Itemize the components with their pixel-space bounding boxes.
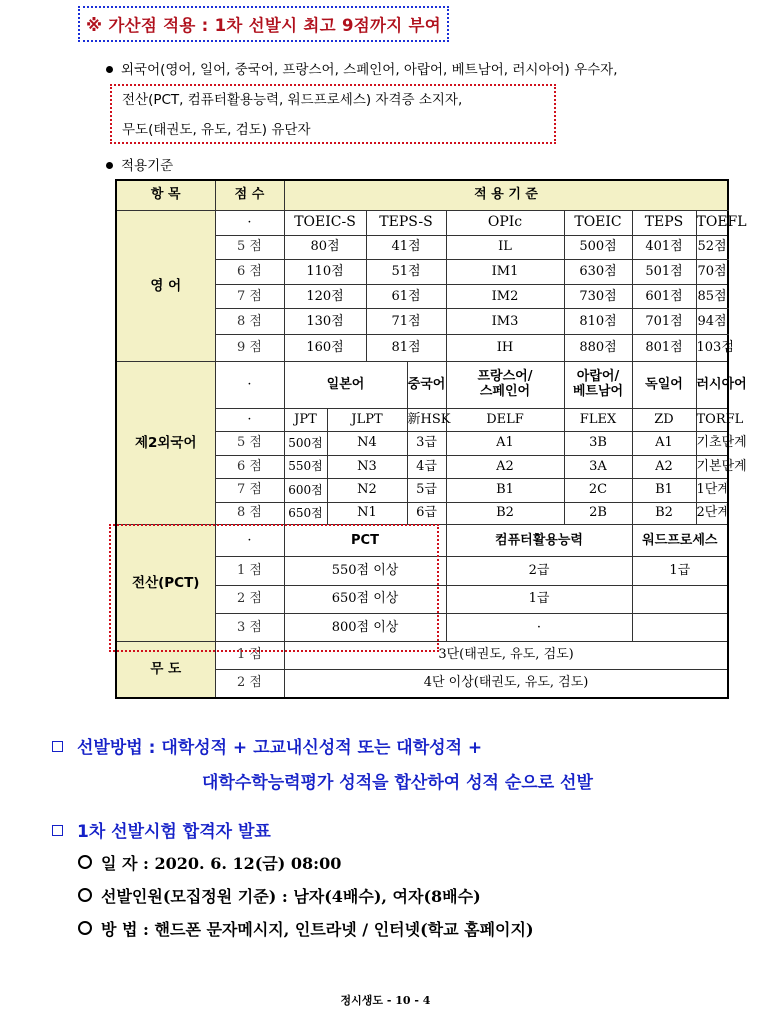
page-footer: 정시생도 - 10 - 4 bbox=[340, 994, 431, 1007]
highlight-box-computer bbox=[109, 524, 439, 652]
table-row: 5 점 80점 41점 IL 500점 401점 52점 bbox=[116, 235, 728, 260]
header-item: 항 목 bbox=[116, 180, 215, 211]
english-col-row: 영 어 · TOEIC-S TEPS-S OPIc TOEIC TEPS TOEFL bbox=[116, 211, 728, 236]
category-computer: 전산(PCT) bbox=[116, 525, 215, 642]
table-row: 1 점 550점 이상 2급 1급 bbox=[116, 557, 728, 586]
bullet-1-line-1: 외국어(영어, 일어, 중국어, 프랑스어, 스페인어, 아랍어, 베트남어, 러시아어) 우수자, bbox=[106, 58, 618, 78]
category-martial-arts: 무 도 bbox=[116, 642, 215, 698]
table-row: 6 점 110점 51점 IM1 630점 501점 70점 bbox=[116, 260, 728, 285]
table-row: 무 도 1 점 3단(태권도, 유도, 검도) bbox=[116, 642, 728, 670]
notice-text: ※ 가산점 적용 : 1차 선발시 최고 9점까지 부여 bbox=[86, 16, 441, 35]
section-selection-method-line2: 대학수학능력평가 성적을 합산하여 성적 순으로 선발 bbox=[202, 773, 593, 793]
table-header-row bbox=[116, 180, 728, 211]
table-row: 8 점 650점 N1 6급 B2 2B B2 2단계 bbox=[116, 502, 728, 525]
computer-col-row: 전산(PCT) · PCT 컴퓨터활용능력 워드프로세스 bbox=[116, 525, 728, 557]
table-row: 2 점 4단 이상(태권도, 유도, 검도) bbox=[116, 669, 728, 698]
table-row: 9 점 160점 81점 IH 880점 801점 103점 bbox=[116, 335, 728, 362]
notice-box bbox=[78, 6, 449, 42]
bullet-dot-icon bbox=[106, 66, 113, 73]
announce-date: 일 자 : 2020. 6. 12(금) 08:00 bbox=[78, 851, 341, 874]
header-score: 점 수 bbox=[215, 180, 284, 211]
category-second-language: 제2외국어 bbox=[116, 361, 215, 525]
second-lang-row: 제2외국어 · 일본어 중국어 프랑스어/ 스페인어 아랍어/ 베트남어 독일어 러시아어 bbox=[116, 361, 728, 408]
bullet-1-line-2: 전산(PCT, 컴퓨터활용능력, 워드프로세스) 자격증 소지자, bbox=[122, 92, 463, 108]
section-selection-method: 선발방법 : 대학성적 + 고교내신성적 또는 대학성적 + bbox=[52, 733, 482, 758]
checkbox-square-icon bbox=[52, 741, 63, 752]
table-row: 7 점 120점 61점 IM2 730점 601점 85점 bbox=[116, 284, 728, 309]
announce-count: 선발인원(모집정원 기준) : 남자(4배수), 여자(8배수) bbox=[78, 884, 481, 907]
circle-bullet-icon bbox=[78, 921, 92, 935]
table-row: 8 점 130점 71점 IM3 810점 701점 94점 bbox=[116, 309, 728, 335]
table-row: 7 점 600점 N2 5급 B1 2C B1 1단계 bbox=[116, 479, 728, 503]
section-announcement: 1차 선발시험 합격자 발표 bbox=[52, 817, 271, 842]
announce-method: 방 법 : 핸드폰 문자메시지, 인트라넷 / 인터넷(학교 홈페이지) bbox=[78, 917, 534, 940]
checkbox-square-icon bbox=[52, 825, 63, 836]
category-english: 영 어 bbox=[116, 211, 215, 361]
table-row: 5 점 500점 N4 3급 A1 3B A1 기초단계 bbox=[116, 432, 728, 456]
circle-bullet-icon bbox=[78, 855, 92, 869]
second-test-row: · JPT JLPT 新HSK DELF FLEX ZD TORFL bbox=[116, 408, 728, 432]
bullet-dot-icon bbox=[106, 162, 113, 169]
table-row: 3 점 800점 이상 · bbox=[116, 614, 728, 642]
bullet-1-line-3: 무도(태권도, 유도, 검도) 유단자 bbox=[122, 122, 311, 138]
circle-bullet-icon bbox=[78, 888, 92, 902]
table-row: 6 점 550점 N3 4급 A2 3A A2 기본단계 bbox=[116, 455, 728, 479]
bullet-2: 적용기준 bbox=[106, 154, 173, 174]
table-row: 2 점 650점 이상 1급 bbox=[116, 585, 728, 614]
highlight-box-qualifications bbox=[110, 84, 556, 144]
header-criteria: 적 용 기 준 bbox=[284, 180, 728, 211]
